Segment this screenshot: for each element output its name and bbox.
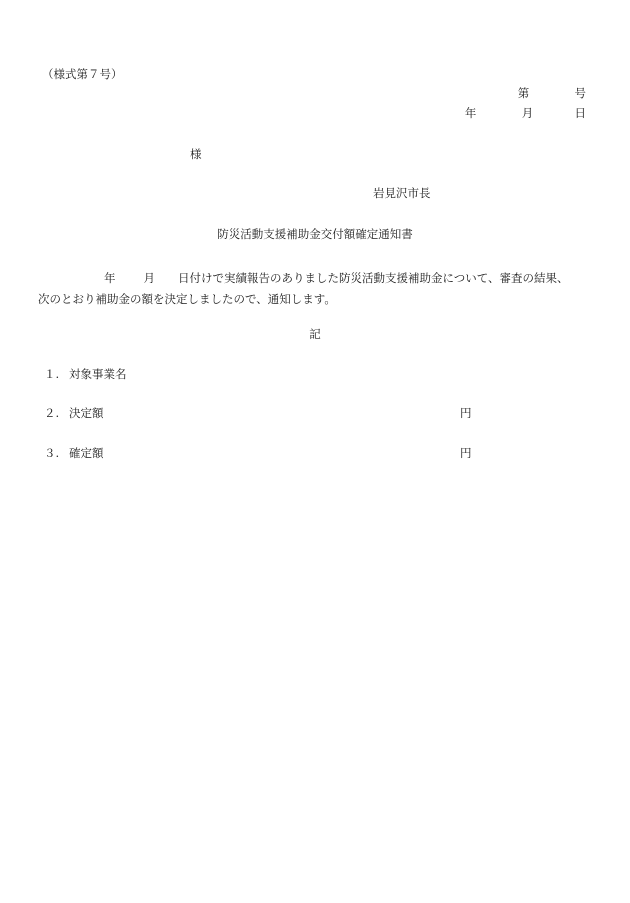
item-confirmed-amount [44, 448, 104, 460]
item-label: 確定額 [69, 446, 104, 460]
date-month: 月 [521, 106, 534, 120]
body-year: 年 [104, 271, 116, 285]
addressee-suffix: 様 [190, 147, 202, 161]
item-target-project [44, 369, 127, 381]
document-title: 防災活動支援補助金交付額確定通知書 [217, 227, 413, 241]
issuer-name: 岩見沢市長 [373, 186, 431, 200]
confirmed-amount-yen-unit: 円 [460, 446, 472, 460]
doc-number-dai: 第 [517, 86, 530, 100]
date-year: 年 [464, 106, 477, 120]
document-number-line [518, 88, 586, 100]
body-line-1 [38, 268, 598, 289]
item-label: 決定額 [69, 406, 104, 420]
body-line-2: 次のとおり補助金の額を決定しましたので、通知します。 [38, 292, 336, 306]
form-number: （様式第７号） [42, 67, 123, 81]
decided-amount-yen-unit: 円 [460, 406, 472, 420]
doc-number-go: 号 [574, 86, 586, 100]
body-line-1-rest: 日付けで実績報告のありました防災活動支援補助金について、審査の結果、 [178, 271, 569, 285]
item-label: 対象事業名 [69, 367, 127, 381]
body-month: 月 [143, 271, 155, 285]
issue-date-line [465, 108, 586, 120]
item-number: １. [44, 367, 60, 381]
item-number: ３. [44, 446, 60, 460]
date-day: 日 [574, 106, 586, 120]
ki-heading: 記 [309, 327, 321, 341]
item-number: ２. [44, 406, 60, 420]
body-paragraph [38, 268, 598, 310]
item-decided-amount [44, 408, 104, 420]
